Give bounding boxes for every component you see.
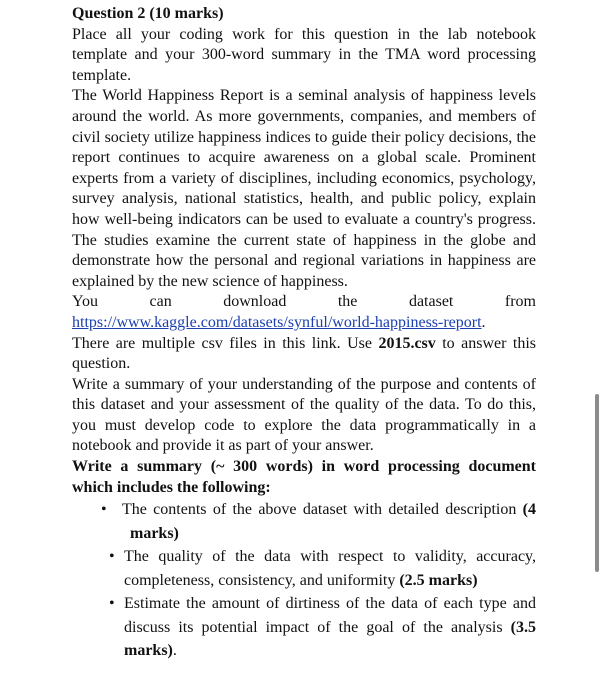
download-word: from <box>504 293 536 311</box>
download-word: dataset <box>408 293 454 311</box>
bullet-marks: (2.5 marks) <box>399 571 478 589</box>
bullet-marks: (3.5 marks) <box>124 618 536 660</box>
bullet-icon: • <box>109 548 115 566</box>
csv-suffix: to answer this question. <box>72 334 537 373</box>
csv-prefix: There are multiple csv files in this link. Use <box>72 334 379 352</box>
download-word: the <box>337 293 358 311</box>
download-word: can <box>149 293 172 311</box>
list-item <box>72 545 536 592</box>
download-line <box>72 292 536 313</box>
dataset-link[interactable]: https://www.kaggle.com/datasets/synful/world-happiness-report <box>72 313 482 331</box>
bullet-icon: • <box>109 595 115 613</box>
list-item: • The contents of the above dataset with detailed description (4 marks) <box>101 501 536 542</box>
vertical-scrollbar[interactable] <box>595 394 599 572</box>
list-item <box>72 592 536 663</box>
bullet-text: Estimate the amount of dirtiness of the data of each type and discuss its potential impact of the goal of the analysis <box>124 595 536 636</box>
bullet-marks: (4 marks) <box>130 501 536 542</box>
instructions-paragraph: Place all your coding work for this question in the lab notebook template and your 300-word summary in the TMA word processing template. <box>72 25 536 84</box>
task-paragraph: Write a summary of your understanding of the purpose and contents of this dataset and your assessment of the quality of the data. To do this, you must develop code to explore the data programmatically in a notebook and provide it as part of your answer. <box>72 375 536 455</box>
bullet-text: The contents of the above dataset with detailed description <box>122 501 523 519</box>
intro-paragraph: The World Happiness Report is a seminal analysis of happiness levels around the world. As more governments, companies, and members of civil society utilize happiness indices to guide their policy decisions, the report continues to acquire awareness on a global scale. Prominent experts from a variety of disciplines, including economics, psychology, survey analysis, national statistics, health, and public policy, explain how well-being indicators can be used to evaluate a country's progress. The studies examine the current state of happiness in the globe and demonstrate how the personal and regional variations in happiness are explained by the new science of happiness. <box>72 87 536 290</box>
csv-instruction <box>72 334 536 375</box>
question-title: Question 2 (10 marks) <box>72 5 224 22</box>
document-page <box>72 4 536 663</box>
summary-heading: Write a summary (~ 300 words) in word processing document which includes the following: <box>72 458 536 496</box>
dataset-link-line <box>72 313 536 334</box>
link-period: . <box>481 313 486 331</box>
download-word: download <box>223 293 287 311</box>
requirements-list <box>72 498 536 663</box>
download-word: You <box>72 293 98 311</box>
bullet-text: The quality of the data with respect to validity, accuracy, completeness, consistency, and uniformity <box>124 548 536 589</box>
bullet-end: . <box>172 642 177 660</box>
csv-filename: 2015.csv <box>378 334 436 352</box>
